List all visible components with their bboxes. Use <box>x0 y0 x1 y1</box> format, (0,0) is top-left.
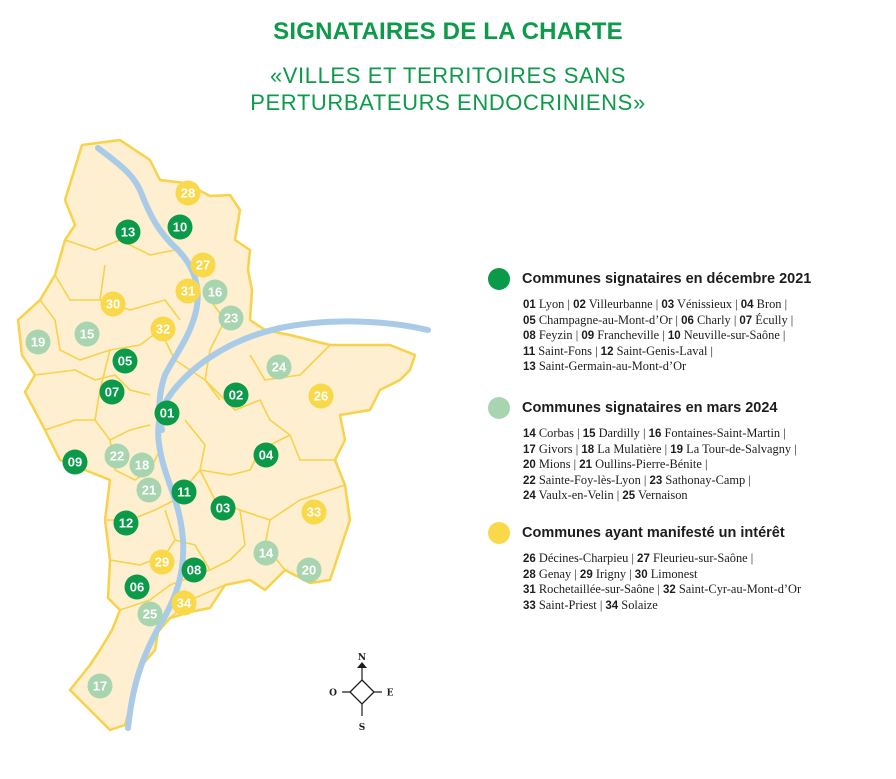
legend-entry-name: Vaulx-en-Velin <box>535 488 614 503</box>
compass-e: E <box>386 688 394 699</box>
marker-label-19: 19 <box>30 334 46 350</box>
legend-entry-number: 07 <box>739 314 753 327</box>
legend-entry-number: 23 <box>649 474 663 487</box>
legend-entry-name: Givors <box>535 441 573 456</box>
legend-line <box>523 359 888 375</box>
legend-dot-yellow <box>488 522 510 544</box>
legend-entries <box>523 297 888 375</box>
legend-entry-number: 11 <box>523 345 536 358</box>
legend-entry-name: Genay <box>535 566 572 581</box>
legend-entry-name: Rochetaillée-sur-Saône <box>535 582 655 597</box>
legend-entry-name: Saint-Germain-au-Mont-d’Or <box>535 359 687 374</box>
marker-label-21: 21 <box>141 482 157 498</box>
legend-line: 24 Vaulx-en-Velin | 25 Vernaison <box>523 488 688 503</box>
compass-w: O <box>329 688 337 699</box>
marker-label-01: 01 <box>159 405 175 421</box>
legend-entry-name: Oullins-Pierre-Bénite <box>592 457 702 472</box>
marker-label-31: 31 <box>180 283 196 299</box>
commune-marker-23[interactable] <box>219 306 244 331</box>
legend-entry-name: Sathonay-Camp <box>662 472 746 487</box>
legend-entry-name: Fleurieu-sur-Saône <box>649 551 748 565</box>
legend-entries <box>523 551 888 613</box>
marker-label-04: 04 <box>258 447 274 463</box>
commune-marker-15[interactable] <box>75 322 100 347</box>
legend-line: 08 Feyzin | 09 Francheville | 10 Neuville-sur-Saône | <box>523 328 786 343</box>
commune-marker-08[interactable] <box>182 558 207 583</box>
legend-entry-name: La Tour-de-Salvagny <box>683 441 792 456</box>
commune-marker-20[interactable] <box>297 558 322 583</box>
legend-entry-name: Feyzin <box>535 328 573 343</box>
commune-marker-03[interactable] <box>211 496 236 521</box>
commune-marker-19[interactable] <box>26 330 51 355</box>
legend-line: 20 Mions | 21 Oullins-Pierre-Bénite | <box>523 457 708 472</box>
legend-entry-number: 31 <box>523 584 536 597</box>
legend-entry-name: Neuville-sur-Saône <box>680 328 780 343</box>
commune-marker-29[interactable] <box>150 550 175 575</box>
legend-entry-number: 02 <box>573 299 586 311</box>
territory-shape <box>18 140 415 730</box>
legend-entry-name: Décines-Charpieu <box>535 551 629 565</box>
marker-label-05: 05 <box>117 353 133 369</box>
commune-marker-25[interactable] <box>138 602 163 627</box>
legend-entry-number: 08 <box>523 330 536 343</box>
legend-entry-number: 17 <box>523 443 536 456</box>
commune-marker-28[interactable] <box>176 181 201 206</box>
marker-label-18: 18 <box>134 457 150 473</box>
legend-entry-number: 28 <box>523 568 536 581</box>
legend-entry-name: Champagne-au-Mont-d’Or <box>535 312 673 327</box>
marker-label-20: 20 <box>301 562 317 578</box>
commune-marker-12[interactable] <box>114 511 139 536</box>
commune-marker-30[interactable] <box>101 292 126 317</box>
legend-dot-dark-green <box>488 268 510 290</box>
commune-marker-27[interactable] <box>191 253 216 278</box>
legend-entry-name: Vernaison <box>635 488 688 503</box>
commune-marker-21[interactable] <box>137 478 162 503</box>
legend-entry-number: 24 <box>523 490 536 503</box>
commune-marker-33[interactable] <box>302 500 327 525</box>
legend-entry-number: 04 <box>740 299 754 311</box>
legend-entry-number: 30 <box>634 568 648 581</box>
marker-label-28: 28 <box>180 185 196 201</box>
marker-label-34: 34 <box>176 595 192 611</box>
legend-entry-number: 18 <box>581 443 595 456</box>
commune-marker-13[interactable] <box>116 220 141 245</box>
commune-marker-34[interactable] <box>172 591 197 616</box>
legend-entry-number: 19 <box>670 443 684 456</box>
marker-label-22: 22 <box>109 448 125 464</box>
commune-marker-16[interactable] <box>203 280 228 305</box>
legend-entry-number: 22 <box>523 474 536 487</box>
legend-entry-name: Saint-Priest <box>535 597 597 612</box>
marker-label-17: 17 <box>92 678 108 694</box>
legend-entries <box>523 426 888 504</box>
marker-label-13: 13 <box>120 224 136 240</box>
legend-entry-name: Dardilly <box>595 426 640 440</box>
legend-entry-name: Sainte-Foy-lès-Lyon <box>535 472 641 487</box>
commune-marker-32[interactable] <box>151 317 176 342</box>
marker-label-02: 02 <box>228 387 244 403</box>
marker-label-07: 07 <box>104 384 120 400</box>
marker-label-30: 30 <box>105 296 121 312</box>
legend-entry-name: Limonest <box>647 566 698 581</box>
legend-section-december-2021 <box>488 268 888 375</box>
marker-label-09: 09 <box>67 454 83 470</box>
commune-marker-05[interactable] <box>113 349 138 374</box>
commune-marker-02[interactable] <box>224 383 249 408</box>
legend-entry-name: Écully <box>752 312 788 327</box>
legend-entry-number: 26 <box>523 553 536 565</box>
marker-label-15: 15 <box>79 326 95 342</box>
legend-entry-name: Fontaines-Saint-Martin <box>661 426 781 440</box>
commune-marker-07[interactable] <box>100 380 125 405</box>
legend-entry-name: Villeurbanne <box>585 297 653 311</box>
legend-entry-number: 01 <box>523 299 536 311</box>
compass-s: S <box>358 723 366 733</box>
legend-line: 22 Sainte-Foy-lès-Lyon | 23 Sathonay-Camp | <box>523 472 751 487</box>
legend-entry-name: Saint-Cyr-au-Mont-d’Or <box>675 582 802 597</box>
compass-rose-icon <box>329 653 393 733</box>
legend-entry-number: 13 <box>523 361 536 374</box>
commune-marker-11[interactable] <box>172 480 197 505</box>
marker-label-26: 26 <box>313 388 329 404</box>
legend-entry-number: 15 <box>582 428 596 440</box>
legend-section-march-2024 <box>488 397 888 504</box>
legend-entry-name: La Mulatière <box>594 441 662 456</box>
legend-entry-number: 34 <box>605 599 619 612</box>
legend-entry-name: Irigny <box>592 566 627 581</box>
subtitle-line-1: «VILLES ET TERRITOIRES SANS <box>269 63 627 88</box>
legend-entry-name: Mions <box>535 457 571 472</box>
commune-marker-01[interactable] <box>155 401 180 426</box>
marker-label-03: 03 <box>215 500 231 516</box>
commune-marker-10[interactable] <box>168 215 193 240</box>
legend-entry-number: 21 <box>579 459 593 472</box>
commune-marker-04[interactable] <box>254 443 279 468</box>
legend-entry-number: 27 <box>637 553 650 565</box>
legend-line: 14 Corbas | 15 Dardilly | 16 Fontaines-Saint-Martin | <box>523 426 786 440</box>
marker-label-25: 25 <box>142 606 158 622</box>
marker-label-23: 23 <box>223 310 239 326</box>
legend-entry-name: Corbas <box>535 426 574 440</box>
marker-label-24: 24 <box>271 359 287 375</box>
legend-entry-name: Solaize <box>618 597 658 612</box>
legend-entry-name: Francheville <box>594 328 660 343</box>
legend-title: Communes ayant manifesté un intérêt <box>522 525 785 541</box>
legend-line: 26 Décines-Charpieu | 27 Fleurieu-sur-Saône | <box>523 551 754 565</box>
legend-entry-name: Bron <box>753 297 782 311</box>
legend-entry-number: 25 <box>622 490 636 503</box>
marker-label-14: 14 <box>258 545 274 561</box>
legend-section-interest <box>488 522 888 613</box>
legend-dot-light-green <box>488 397 510 419</box>
commune-marker-09[interactable] <box>63 450 88 475</box>
marker-label-33: 33 <box>306 504 322 520</box>
legend-entry-name: Saint-Fons <box>535 343 592 358</box>
legend-line: 05 Champagne-au-Mont-d’Or | 06 Charly | 07 Écully | <box>523 312 794 327</box>
marker-label-16: 16 <box>207 284 223 300</box>
legend-entry-number: 09 <box>581 330 595 343</box>
legend-title: Communes signataires en décembre 2021 <box>522 271 812 287</box>
subtitle-line-2: PERTURBATEURS ENDOCRINIENS» <box>250 90 646 115</box>
commune-marker-18[interactable] <box>130 453 155 478</box>
legend-entry-number: 20 <box>523 459 536 472</box>
marker-label-12: 12 <box>118 515 134 531</box>
marker-label-32: 32 <box>155 321 171 337</box>
compass-n: N <box>357 653 367 663</box>
legend-line: 17 Givors | 18 La Mulatière | 19 La Tour-de-Salvagny | <box>523 441 797 456</box>
commune-marker-24[interactable] <box>267 355 292 380</box>
legend-line: 11 Saint-Fons | 12 Saint-Genis-Laval | <box>523 343 713 358</box>
marker-label-27: 27 <box>195 257 211 273</box>
marker-label-29: 29 <box>154 554 170 570</box>
legend-entry-number: 33 <box>523 599 536 612</box>
legend-entry-number: 16 <box>648 428 662 440</box>
commune-marker-26[interactable] <box>309 384 334 409</box>
legend-entry-number: 05 <box>523 314 536 327</box>
legend-entry-number: 06 <box>681 314 694 327</box>
chart-title: SIGNATAIRES DE LA CHARTE <box>273 18 623 45</box>
commune-marker-14[interactable] <box>254 541 279 566</box>
marker-label-10: 10 <box>172 219 188 235</box>
legend-title: Communes signataires en mars 2024 <box>522 400 778 416</box>
commune-marker-17[interactable] <box>88 674 113 699</box>
legend-entry-number: 32 <box>662 584 676 597</box>
legend-line: 01 Lyon | 02 Villeurbanne | 03 Vénissieux | 04 Bron | <box>523 297 788 311</box>
legend-entry-name: Lyon <box>535 297 565 311</box>
marker-label-08: 08 <box>186 562 202 578</box>
marker-label-11: 11 <box>177 484 191 500</box>
commune-marker-22[interactable] <box>105 444 130 469</box>
legend-entry-name: Charly <box>693 312 731 327</box>
legend-line: 33 Saint-Priest | 34 Solaize <box>523 597 658 612</box>
legend-entry-name: Saint-Genis-Laval <box>613 343 708 358</box>
legend-line: 28 Genay | 29 Irigny | 30 Limonest <box>523 566 698 581</box>
commune-marker-06[interactable] <box>125 575 150 600</box>
commune-marker-31[interactable] <box>176 279 201 304</box>
marker-label-06: 06 <box>129 579 145 595</box>
legend-entry-number: 12 <box>600 345 614 358</box>
legend-entry-name: Vénissieux <box>674 297 733 311</box>
legend-entry-number: 03 <box>661 299 675 311</box>
legend-entry-number: 10 <box>667 330 681 343</box>
legend-entry-number: 29 <box>579 568 593 581</box>
legend-line: 31 Rochetaillée-sur-Saône | 32 Saint-Cyr-au-Mont-d’Or <box>523 582 802 597</box>
legend-entry-number: 14 <box>523 428 536 440</box>
